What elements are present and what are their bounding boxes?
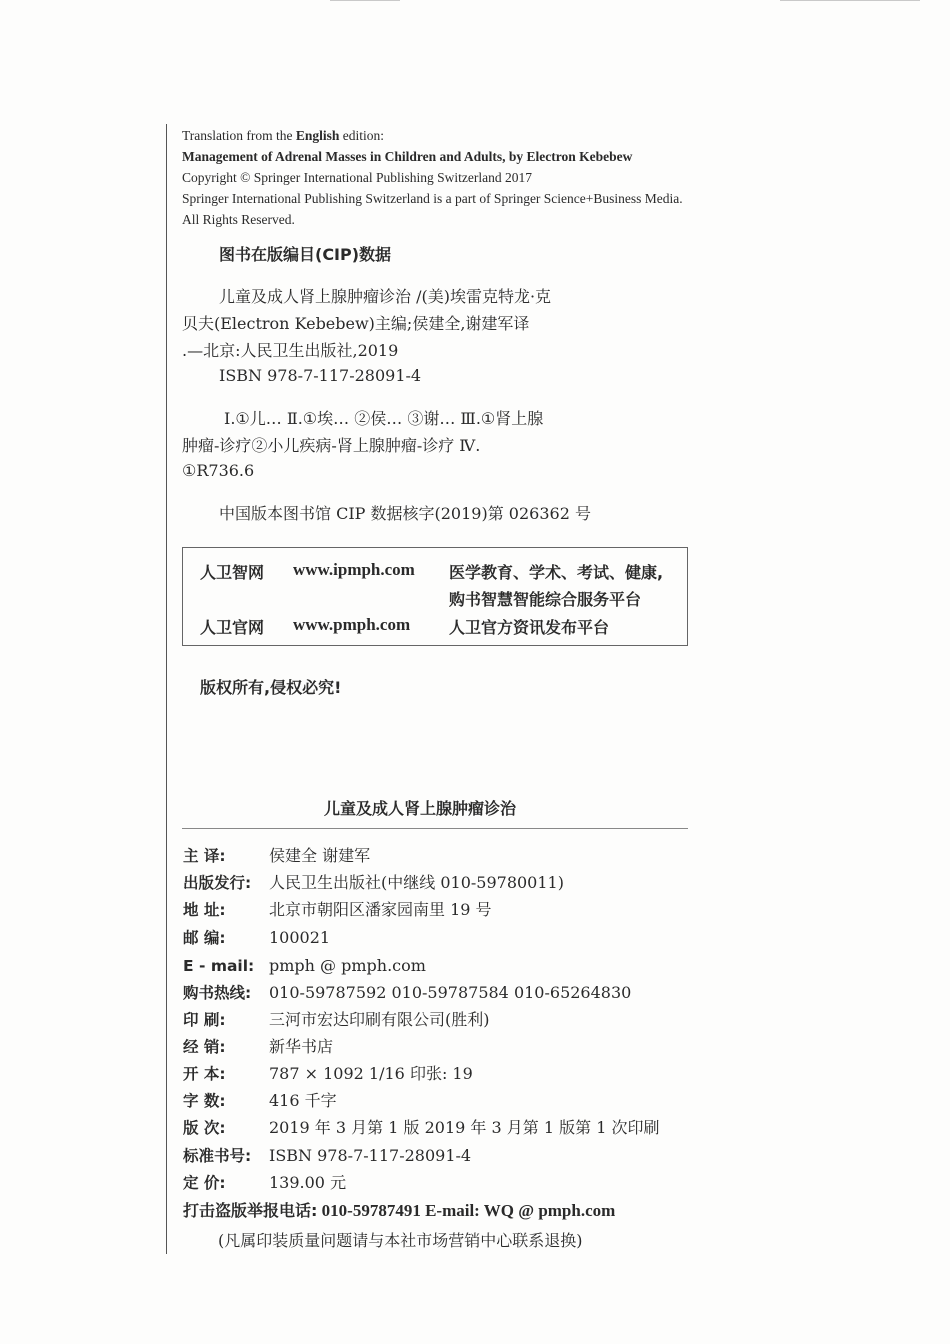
detail-row: E - mail: pmph @ pmph.com: [183, 956, 426, 975]
detail-row: 版 次: 2019 年 3 月第 1 版 2019 年 3 月第 1 版第 1 次印刷: [183, 1118, 660, 1137]
site-name: 人卫官网: [200, 618, 265, 637]
margin-rule: [166, 124, 167, 1254]
cip-line: 儿童及成人肾上腺肿瘤诊治 /(美)埃雷克特龙·克: [219, 287, 552, 306]
rights-reserved: All Rights Reserved.: [182, 212, 295, 227]
cip-line: .—北京:人民卫生出版社,2019: [182, 341, 399, 360]
cip-line: 贝夫(Electron Kebebew)主编;侯建全,谢建军译: [182, 314, 530, 333]
detail-row: 字 数: 416 千字: [183, 1091, 337, 1110]
detail-row: 定 价: 139.00 元: [183, 1173, 347, 1192]
website-info-box: [182, 547, 688, 646]
site-description: 医学教育、学术、考试、健康,: [449, 563, 664, 582]
original-title: Management of Adrenal Masses in Children and Adults, by Electron Kebebew: [182, 149, 633, 164]
rights-notice: 版权所有,侵权必究!: [200, 678, 342, 697]
detail-row: 印 刷: 三河市宏达印刷有限公司(胜利): [183, 1010, 490, 1029]
site-url-link[interactable]: www.pmph.com: [293, 615, 411, 634]
cip-line: ①R736.6: [182, 461, 255, 480]
copyright-line: Copyright © Springer International Publishing Switzerland 2017: [182, 170, 532, 185]
cip-record-number: 中国版本图书馆 CIP 数据核字(2019)第 026362 号: [219, 504, 591, 523]
detail-row: 邮 编: 100021: [183, 928, 331, 947]
detail-row: 地 址: 北京市朝阳区潘家园南里 19 号: [183, 900, 492, 919]
piracy-report-line: 打击盗版举报电话: 010-59787491 E-mail: WQ @ pmph.com: [183, 1201, 616, 1220]
detail-row: 开 本: 787 × 1092 1/16 印张: 19: [183, 1064, 473, 1083]
site-name: 人卫智网: [200, 563, 265, 582]
divider: [182, 828, 688, 829]
detail-row: 标准书号: ISBN 978-7-117-28091-4: [183, 1146, 472, 1165]
translation-note: Translation from the English edition:: [182, 128, 385, 143]
return-policy-note: (凡属印装质量问题请与本社市场营销中心联系退换): [218, 1231, 583, 1250]
cip-isbn: ISBN 978-7-117-28091-4: [219, 366, 422, 385]
cip-heading: 图书在版编目(CIP)数据: [219, 245, 392, 264]
detail-row: 出版发行: 人民卫生出版社(中继线 010-59780011): [183, 873, 564, 892]
cip-line: Ⅰ.①儿… Ⅱ.①埃… ②侯… ③谢… Ⅲ.①肾上腺: [224, 409, 544, 428]
detail-row: 购书热线: 010-59787592 010-59787584 010-65264830: [183, 983, 632, 1002]
detail-row: 主 译: 侯建全 谢建军: [183, 846, 371, 865]
cip-line: 肿瘤-诊疗②小儿疾病-肾上腺肿瘤-诊疗 Ⅳ.: [182, 436, 481, 455]
top-edge-mark: [330, 0, 400, 1]
publisher-line: Springer International Publishing Switzerland is a part of Springer Science+Business Media.: [182, 191, 683, 206]
site-url-link[interactable]: www.ipmph.com: [293, 560, 415, 579]
site-description: 人卫官方资讯发布平台: [449, 618, 610, 637]
top-edge-mark: [780, 0, 920, 1]
book-title: 儿童及成人肾上腺肿瘤诊治: [324, 799, 517, 818]
site-description: 购书智慧智能综合服务平台: [449, 590, 642, 609]
detail-row: 经 销: 新华书店: [183, 1037, 334, 1056]
